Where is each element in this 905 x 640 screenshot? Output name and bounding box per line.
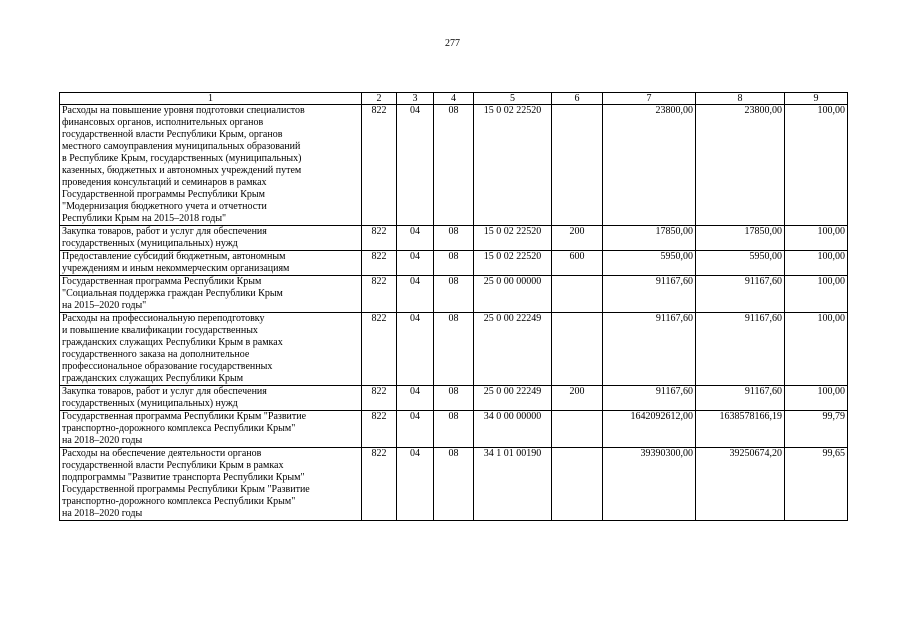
execution-percent: 100,00 [785, 276, 848, 313]
expense-type-code [552, 411, 603, 448]
header-col-1: 1 [60, 93, 362, 105]
row-description: Государственная программа Республики Крым "Социальная поддержка граждан Республики Крым на 2015–2020 годы" [60, 276, 362, 313]
subsection-code: 08 [434, 386, 474, 411]
ministry-code: 822 [362, 105, 397, 226]
subsection-code: 08 [434, 251, 474, 276]
section-code: 04 [397, 313, 434, 386]
table-row [60, 276, 848, 313]
approved-amount: 23800,00 [603, 105, 696, 226]
execution-percent: 100,00 [785, 226, 848, 251]
approved-amount: 91167,60 [603, 386, 696, 411]
approved-amount: 39390300,00 [603, 448, 696, 521]
expense-type-code: 200 [552, 226, 603, 251]
header-col-7: 7 [603, 93, 696, 105]
execution-percent: 100,00 [785, 386, 848, 411]
table-row [60, 313, 848, 386]
approved-amount: 1642092612,00 [603, 411, 696, 448]
header-col-4: 4 [434, 93, 474, 105]
target-article-code: 15 0 02 22520 [474, 105, 552, 226]
budget-table [59, 92, 848, 521]
section-code: 04 [397, 276, 434, 313]
header-col-8: 8 [696, 93, 785, 105]
subsection-code: 08 [434, 226, 474, 251]
executed-amount: 1638578166,19 [696, 411, 785, 448]
header-col-3: 3 [397, 93, 434, 105]
header-col-5: 5 [474, 93, 552, 105]
header-col-6: 6 [552, 93, 603, 105]
section-code: 04 [397, 105, 434, 226]
execution-percent: 99,79 [785, 411, 848, 448]
target-article-code: 15 0 02 22520 [474, 226, 552, 251]
execution-percent: 99,65 [785, 448, 848, 521]
target-article-code: 34 0 00 00000 [474, 411, 552, 448]
section-code: 04 [397, 226, 434, 251]
table-row [60, 386, 848, 411]
expense-type-code [552, 105, 603, 226]
header-col-9: 9 [785, 93, 848, 105]
target-article-code: 15 0 02 22520 [474, 251, 552, 276]
table-row [60, 226, 848, 251]
executed-amount: 39250674,20 [696, 448, 785, 521]
table-row [60, 448, 848, 521]
subsection-code: 08 [434, 411, 474, 448]
subsection-code: 08 [434, 313, 474, 386]
ministry-code: 822 [362, 411, 397, 448]
section-code: 04 [397, 251, 434, 276]
expense-type-code [552, 313, 603, 386]
approved-amount: 5950,00 [603, 251, 696, 276]
subsection-code: 08 [434, 276, 474, 313]
execution-percent: 100,00 [785, 313, 848, 386]
row-description: Закупка товаров, работ и услуг для обеспечения государственных (муниципальных) нужд [60, 386, 362, 411]
executed-amount: 91167,60 [696, 313, 785, 386]
row-description: Государственная программа Республики Крым "Развитие транспортно-дорожного комплекса Республики Крым" на 2018–2020 годы [60, 411, 362, 448]
row-description: Закупка товаров, работ и услуг для обеспечения государственных (муниципальных) нужд [60, 226, 362, 251]
section-code: 04 [397, 448, 434, 521]
section-code: 04 [397, 411, 434, 448]
executed-amount: 91167,60 [696, 276, 785, 313]
executed-amount: 17850,00 [696, 226, 785, 251]
subsection-code: 08 [434, 448, 474, 521]
target-article-code: 25 0 00 22249 [474, 313, 552, 386]
executed-amount: 91167,60 [696, 386, 785, 411]
header-row [60, 93, 848, 105]
ministry-code: 822 [362, 251, 397, 276]
expense-type-code: 200 [552, 386, 603, 411]
target-article-code: 25 0 00 22249 [474, 386, 552, 411]
execution-percent: 100,00 [785, 251, 848, 276]
ministry-code: 822 [362, 386, 397, 411]
executed-amount: 23800,00 [696, 105, 785, 226]
row-description: Расходы на повышение уровня подготовки специалистов финансовых органов, исполнительных органов государственной власти Республики Крым, органов местного самоуправления муниципальных образований в Республике Крым, государственных (муниципальных) казенных, бюджетных и автономных учреждений путем проведения консультаций и семинаров в рамках Государственной программы Республики Крым "Модернизация бюджетного учета и отчетности Республики Крым на 2015–2018 годы" [60, 105, 362, 226]
section-code: 04 [397, 386, 434, 411]
approved-amount: 91167,60 [603, 276, 696, 313]
expense-type-code: 600 [552, 251, 603, 276]
row-description: Расходы на обеспечение деятельности органов государственной власти Республики Крым в рамках подпрограммы "Развитие транспорта Республики Крым" Государственной программы Республики Крым "Развитие транспортно-дорожного комплекса Республики Крым" на 2018–2020 годы [60, 448, 362, 521]
ministry-code: 822 [362, 313, 397, 386]
target-article-code: 25 0 00 00000 [474, 276, 552, 313]
target-article-code: 34 1 01 00190 [474, 448, 552, 521]
expense-type-code [552, 276, 603, 313]
page-number: 277 [445, 38, 460, 49]
approved-amount: 17850,00 [603, 226, 696, 251]
table-row [60, 411, 848, 448]
approved-amount: 91167,60 [603, 313, 696, 386]
table-row [60, 251, 848, 276]
expense-type-code [552, 448, 603, 521]
ministry-code: 822 [362, 226, 397, 251]
row-description: Предоставление субсидий бюджетным, автономным учреждениям и иным некоммерческим организациям [60, 251, 362, 276]
execution-percent: 100,00 [785, 105, 848, 226]
executed-amount: 5950,00 [696, 251, 785, 276]
ministry-code: 822 [362, 448, 397, 521]
subsection-code: 08 [434, 105, 474, 226]
table-row [60, 105, 848, 226]
row-description: Расходы на профессиональную переподготовку и повышение квалификации государственных гражданских служащих Республики Крым в рамках государственного заказа на дополнительное профессиональное образование государственных гражданских служащих Республики Крым [60, 313, 362, 386]
ministry-code: 822 [362, 276, 397, 313]
header-col-2: 2 [362, 93, 397, 105]
